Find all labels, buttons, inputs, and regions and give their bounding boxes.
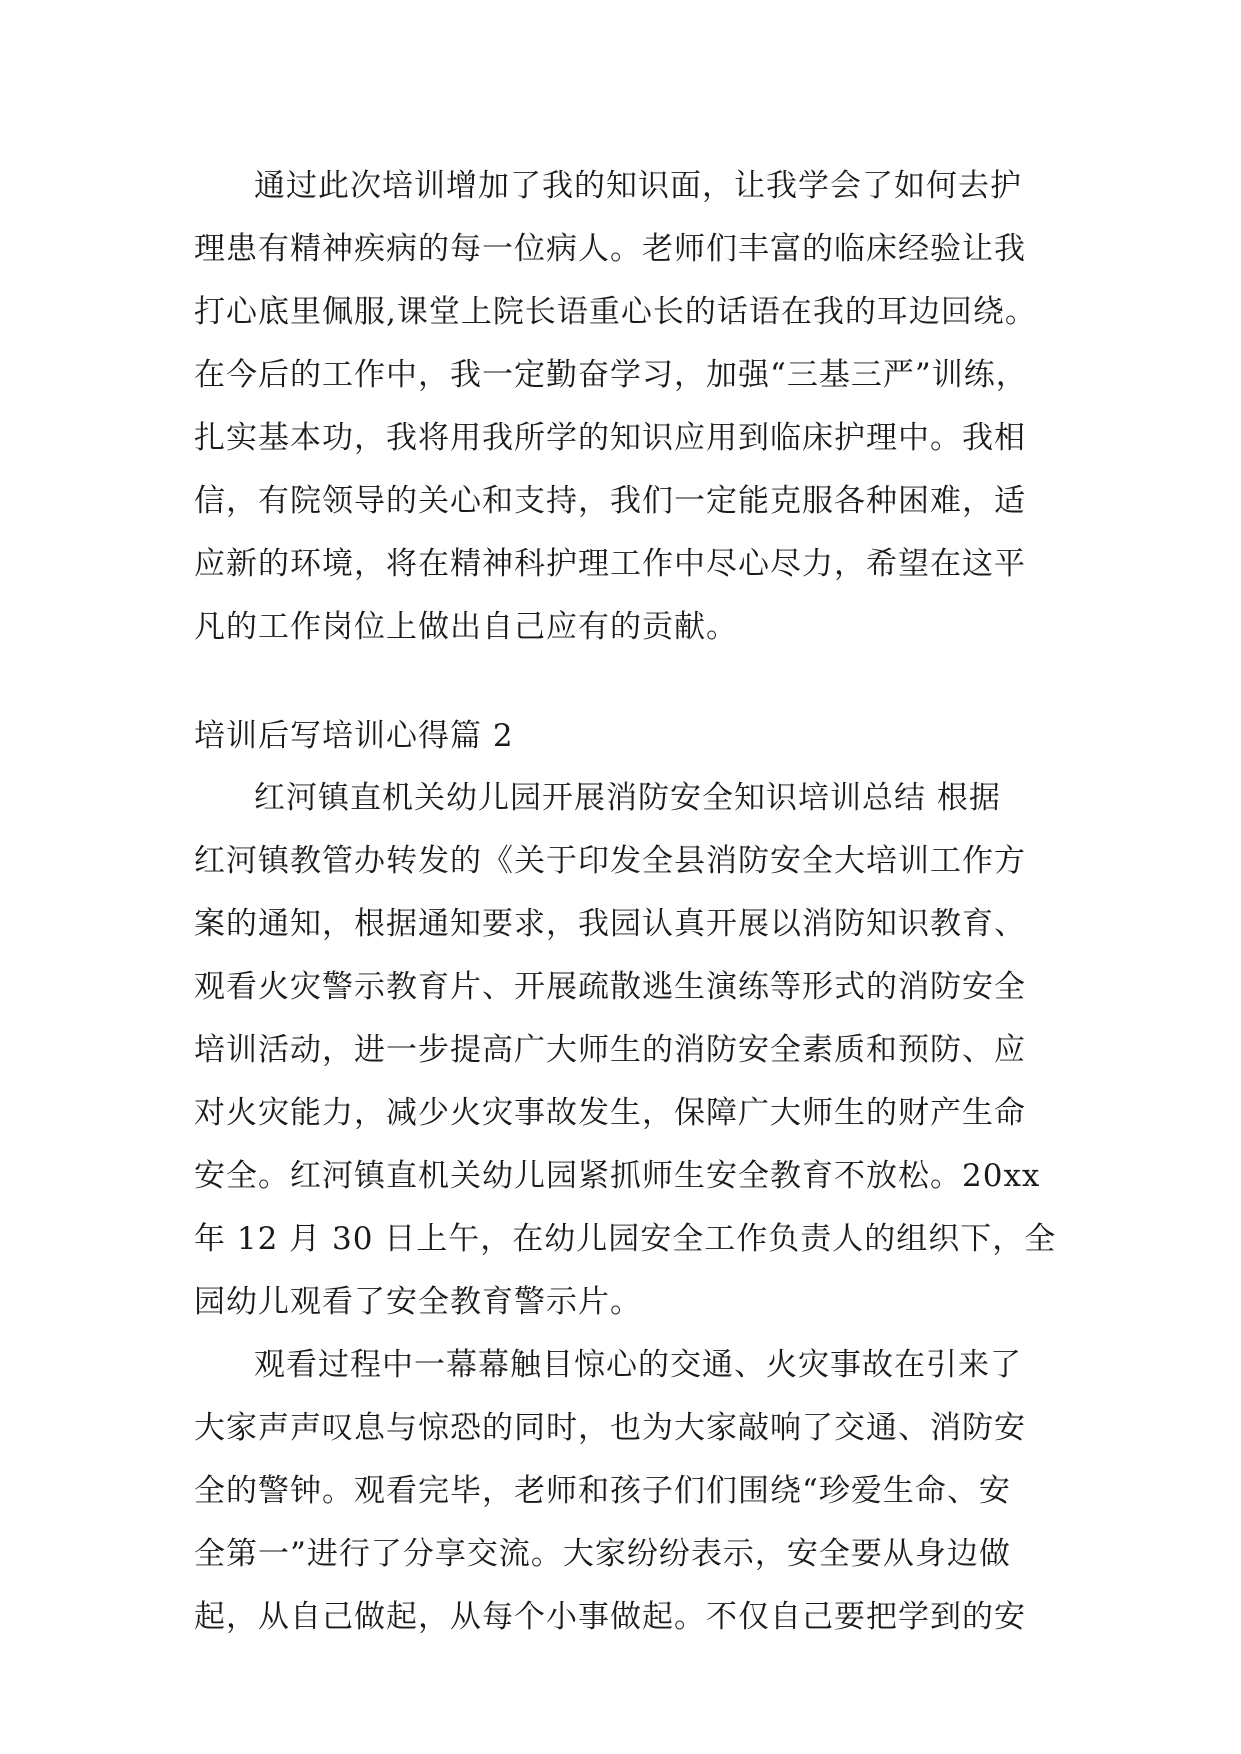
paragraph-2-line-7: 安全。红河镇直机关幼儿园紧抓师生安全教育不放松。20xx [194,1158,1041,1194]
paragraph-2-line-3: 案的通知，根据通知要求，我园认真开展以消防知识教育、 [194,906,1026,942]
paragraph-1-line-2: 理患有精神疾病的每一位病人。老师们丰富的临床经验让我 [194,231,1026,267]
paragraph-2-line-5: 培训活动，进一步提高广大师生的消防安全素质和预防、应 [194,1032,1026,1068]
paragraph-2-line-1: 红河镇直机关幼儿园开展消防安全知识培训总结 根据 [254,780,1001,816]
paragraph-3-line-5: 起，从自己做起，从每个小事做起。不仅自己要把学到的安 [194,1599,1026,1635]
paragraph-2-line-6: 对火灾能力，减少火灾事故发生，保障广大师生的财产生命 [194,1095,1026,1131]
paragraph-2-line-4: 观看火灾警示教育片、开展疏散逃生演练等形式的消防安全 [194,969,1026,1005]
paragraph-1-line-1: 通过此次培训增加了我的知识面，让我学会了如何去护 [254,168,1022,204]
paragraph-1-line-4: 在今后的工作中，我一定勤奋学习，加强“三基三严”训练， [194,357,1028,393]
paragraph-1-line-7: 应新的环境，将在精神科护理工作中尽心尽力，希望在这平 [194,546,1026,582]
paragraph-1-line-3: 打心底里佩服,课堂上院长语重心长的话语在我的耳边回绕。 [194,294,1037,330]
paragraph-1-line-8: 凡的工作岗位上做出自己应有的贡献。 [194,609,738,645]
paragraph-3-line-4: 全第一”进行了分享交流。大家纷纷表示，安全要从身边做 [194,1536,1011,1572]
paragraph-3-line-1: 观看过程中一幕幕触目惊心的交通、火灾事故在引来了 [254,1347,1022,1383]
paragraph-1-line-6: 信，有院领导的关心和支持，我们一定能克服各种困难，适 [194,483,1026,519]
section-title: 培训后写培训心得篇 2 [194,718,514,754]
paragraph-2-line-8: 年 12 月 30 日上午，在幼儿园安全工作负责人的组织下，全 [194,1221,1057,1257]
paragraph-2-line-2: 红河镇教管办转发的《关于印发全县消防安全大培训工作方 [194,843,1026,879]
paragraph-2-line-9: 园幼儿观看了安全教育警示片。 [194,1284,642,1320]
paragraph-3-line-2: 大家声声叹息与惊恐的同时，也为大家敲响了交通、消防安 [194,1410,1026,1446]
paragraph-3-line-3: 全的警钟。观看完毕，老师和孩子们们围绕“珍爱生命、安 [194,1473,1011,1509]
paragraph-1-line-5: 扎实基本功，我将用我所学的知识应用到临床护理中。我相 [194,420,1026,456]
